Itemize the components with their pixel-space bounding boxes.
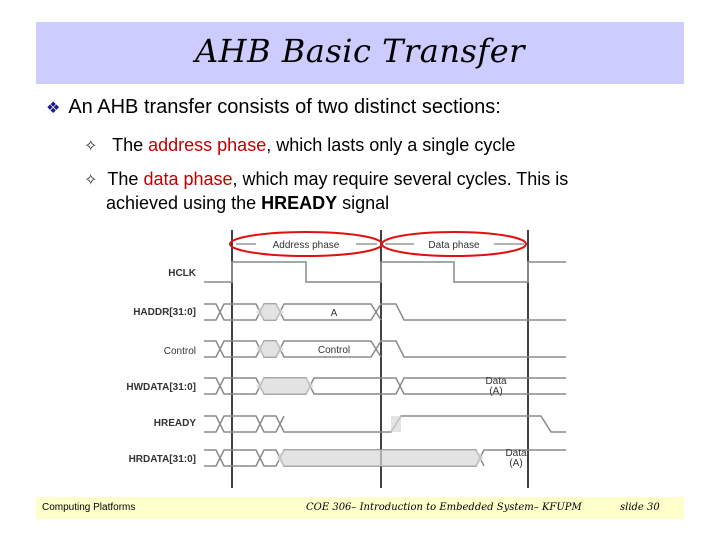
hwdata-value-label-1: Data (485, 376, 507, 387)
sub1-post: , which lasts only a single cycle (266, 135, 516, 155)
haddr-value-label: A (330, 308, 338, 319)
signal-hrdata: HRDATA[31:0] (128, 454, 196, 465)
hready-undefined-shade (391, 416, 401, 432)
star-bullet-icon: ✧ (84, 172, 98, 189)
hready-bold: HREADY (261, 193, 338, 213)
footer-center: COE 306– Introduction to Embedded System– KFUPM (306, 502, 582, 513)
sub1-pre: The (112, 135, 149, 155)
hwdata-value-label-2: (A) (489, 386, 503, 397)
sub2-line2-pre: achieved using the (106, 193, 262, 213)
address-phase-label: Address phase (272, 240, 340, 251)
signal-hwdata: HWDATA[31:0] (126, 382, 196, 393)
star-bullet-icon: ✧ (84, 138, 98, 155)
control-undefined-shade (256, 341, 284, 357)
sub2-line2 (84, 192, 644, 214)
timing-diagram (96, 222, 616, 492)
sub-bullet-address (84, 134, 515, 158)
hrdata-undefined-shade (276, 450, 484, 466)
data-phase-highlight: data phase (143, 169, 233, 189)
main-bullet-text: An AHB transfer consists of two distinct sections: (68, 96, 501, 118)
footer-left: Computing Platforms (42, 502, 136, 513)
hrdata-value-label-2: (A) (509, 458, 523, 469)
address-phase-highlight: address phase (148, 135, 267, 155)
hrdata-value-label-1: Data (505, 448, 527, 459)
signal-hready: HREADY (153, 418, 196, 429)
signal-hclk: HCLK (168, 268, 196, 279)
haddr-undefined-shade (256, 304, 284, 320)
title-bar (36, 22, 684, 84)
slide-title: AHB Basic Transfer (195, 32, 525, 70)
main-bullet (46, 96, 501, 119)
sub-bullet-data (84, 168, 644, 214)
data-phase-label: Data phase (428, 240, 480, 251)
hready-waveform (204, 416, 566, 432)
diamond-bullet-icon: ❖ (46, 100, 61, 117)
footer-right: slide 30 (620, 502, 660, 513)
hclk-waveform (204, 262, 566, 282)
signal-haddr: HADDR[31:0] (133, 307, 196, 318)
sub2-line2-post: signal (337, 193, 390, 213)
sub2-pre: The (107, 169, 144, 189)
sub2-mid: , which may require several cycles. This is (232, 169, 569, 189)
signal-control: Control (163, 346, 196, 357)
hwdata-undefined-shade (256, 378, 314, 394)
control-value-label: Control (317, 345, 351, 356)
